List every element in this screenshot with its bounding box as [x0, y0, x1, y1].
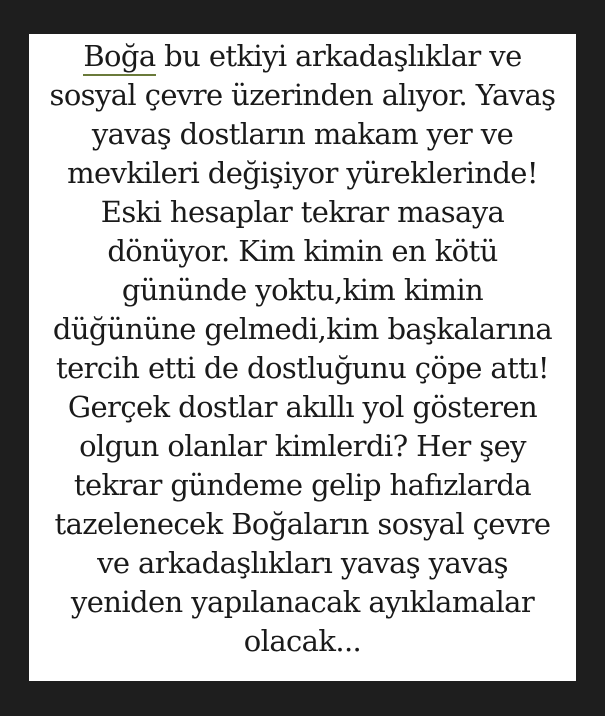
text-line: yavaş dostların makam yer ve: [91, 117, 514, 151]
post-text: [29, 37, 576, 661]
text-line: [29, 37, 576, 76]
text-line: mevkileri değişiyor yüreklerinde!: [67, 156, 538, 190]
highlighted-word[interactable]: Boğa: [83, 39, 155, 76]
text-line: Eski hesaplar tekrar masaya: [100, 195, 505, 229]
text-line: Gerçek dostlar akıllı yol gösteren: [67, 390, 538, 424]
text-line: olgun olanlar kimlerdi? Her şey: [79, 429, 526, 463]
text-line: ve arkadaşlıkları yavaş yavaş: [97, 546, 508, 580]
text-line: tercih etti de dostluğunu çöpe attı!: [56, 351, 549, 385]
text-line: tazelenecek Boğaların sosyal çevre: [54, 507, 551, 541]
text-line: dönüyor. Kim kimin en kötü: [107, 234, 498, 268]
text-card: [29, 34, 576, 681]
text-line: gününde yoktu,kim kimin: [121, 273, 484, 307]
text-line-rest: bu etkiyi arkadaşlıklar ve: [155, 39, 522, 73]
text-line: düğününe gelmedi,kim başkalarına: [52, 312, 553, 346]
text-line: sosyal çevre üzerinden alıyor. Yavaş: [49, 78, 556, 112]
text-line: yeniden yapılanacak ayıklamalar: [70, 585, 535, 619]
text-line: tekrar gündeme gelip hafızlarda: [73, 468, 532, 502]
text-line: olacak...: [243, 624, 362, 658]
